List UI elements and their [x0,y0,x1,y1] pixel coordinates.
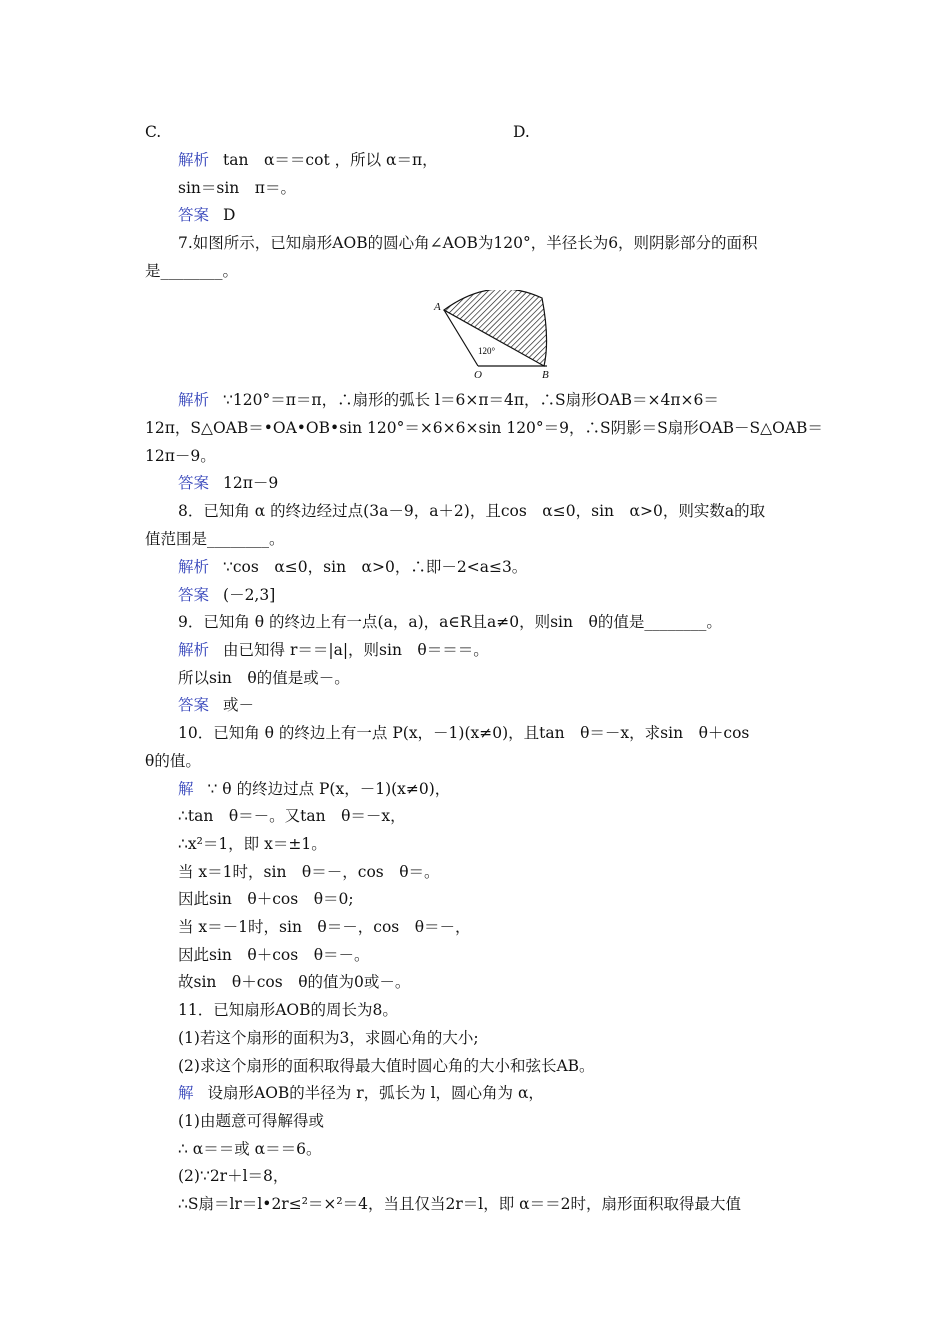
q6-answer: 答案 D [178,206,236,224]
q10-text-1: 10．已知角 θ 的终边上有一点 P(x，－1)(x≠0)，且tan θ＝－x，求sin θ＋cos [178,724,750,742]
q11-solution-5: ∴S扇＝lr＝l•2r≤²＝×²＝4，当且仅当2r＝l，即 α＝＝2时，扇形面积取得最大值 [178,1195,741,1213]
q10-solution-7: 因此sin θ＋cos θ＝－。 [178,946,370,964]
q6-solution-line-2: sin＝sin π＝。 [178,179,296,197]
q11-solution-1: 解 设扇形AOB的半径为 r，弧长为 l，圆心角为 α， [178,1084,544,1102]
option-d: D. [513,123,530,141]
q9-text: 9．已知角 θ 的终边上有一点(a，a)，a∈R且a≠0，则sin θ的值是________。 [178,613,722,631]
q11-solution-2: (1)由题意可得解得或 [178,1112,324,1130]
q9-solution-2: 所以sin θ的值是或－。 [178,669,350,687]
q8-text-1: 8．已知角 α 的终边经过点(3a－9，a＋2)，且cos α≤0，sin α>0，则实数a的取 [178,502,766,520]
q10-solution-6: 当 x＝－1时，sin θ＝－，cos θ＝－， [178,918,471,936]
q11-part2: (2)求这个扇形的面积取得最大值时圆心角的大小和弦长AB。 [178,1057,595,1075]
q11-part1: (1)若这个扇形的面积为3，求圆心角的大小; [178,1029,479,1047]
q10-solution-8: 故sin θ＋cos θ的值为0或－。 [178,973,411,991]
q10-solution-2: ∴tan θ＝－。又tan θ＝－x， [178,807,406,825]
sector-figure [432,290,557,380]
q10-solution-3: ∴x²＝1，即 x＝±1。 [178,835,327,853]
label-a: A [434,301,441,313]
q7-answer: 答案 12π－9 [178,474,279,492]
q7-solution-1: 解析 ∵120°＝π＝π，∴扇形的弧长 l＝6×π＝4π，∴S扇形OAB＝×4π×6＝ [178,391,719,409]
q10-text-2: θ的值。 [145,752,201,770]
q6-solution-line-1: 解析 tan α＝＝cot ，所以 α＝π， [178,151,438,169]
q7-solution-2: 12π，S△OAB＝•OA•OB•sin 120°＝×6×6×sin 120°＝9，∴S阴影＝S扇形OAB－S△OAB＝ [145,419,823,437]
q7-text-2: 是________。 [145,262,239,280]
label-o: O [474,369,482,380]
option-c: C. [145,123,162,141]
label-b: B [542,369,549,380]
q10-solution-5: 因此sin θ＋cos θ＝0; [178,890,354,908]
q11-solution-4: (2)∵2r＋l＝8， [178,1167,289,1185]
q10-solution-1: 解 ∵ θ 的终边过点 P(x，－1)(x≠0)， [178,780,451,798]
answer-label: 答案 [178,206,210,224]
jie-label: 解 [178,780,194,798]
q9-solution-1: 解析 由已知得 r＝＝|a|，则sin θ＝＝＝。 [178,641,489,659]
q8-text-2: 值范围是________。 [145,530,285,548]
q7-text-1: 7.如图所示，已知扇形AOB的圆心角∠AOB为120°，半径长为6，则阴影部分的面积 [178,234,758,252]
q7-solution-3: 12π－9。 [145,447,216,465]
q8-answer: 答案 (－2,3] [178,586,276,604]
q11-solution-3: ∴ α＝＝或 α＝＝6。 [178,1140,322,1158]
solution-label: 解析 [178,151,210,169]
angle-label: 120° [478,346,496,356]
q10-solution-4: 当 x＝1时，sin θ＝－，cos θ＝。 [178,863,440,881]
q9-answer: 答案 或－ [178,696,255,714]
q11-text: 11．已知扇形AOB的周长为8。 [178,1001,398,1019]
q8-solution: 解析 ∵cos α≤0，sin α>0，∴即－2<a≤3。 [178,558,528,576]
